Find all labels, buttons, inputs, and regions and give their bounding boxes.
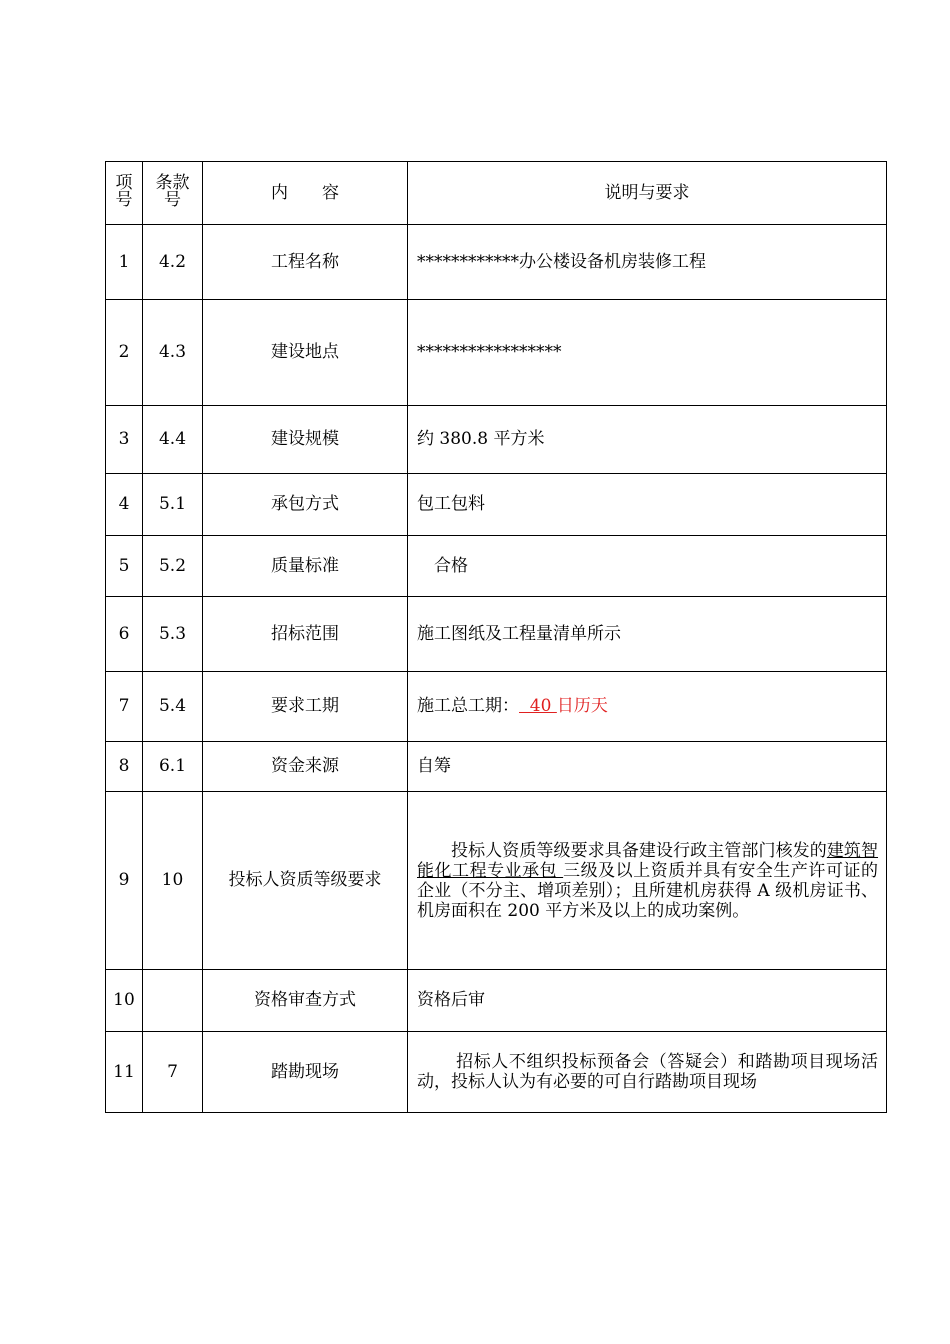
table-row [106, 970, 887, 1032]
row-content: 招标范围 [203, 597, 408, 672]
row-clause: 4.3 [143, 300, 203, 406]
row-content: 建设地点 [203, 300, 408, 406]
row-desc [408, 672, 887, 742]
qualification-underlined: 建筑智能化工程专业承包 [417, 840, 879, 881]
row-clause: 4.4 [143, 406, 203, 474]
row-content: 质量标准 [203, 536, 408, 597]
row-desc: 资格后审 [408, 970, 887, 1032]
row-no: 8 [106, 742, 143, 792]
table-row [106, 1032, 887, 1113]
row-content: 资格审查方式 [203, 970, 408, 1032]
row-clause: 5.4 [143, 672, 203, 742]
header-desc: 说明与要求 [408, 162, 887, 225]
table-row [106, 672, 887, 742]
table-row [106, 300, 887, 406]
row-no: 4 [106, 474, 143, 536]
header-content: 内 容 [203, 162, 408, 225]
row-no: 3 [106, 406, 143, 474]
table-row [106, 597, 887, 672]
row-desc: 自筹 [408, 742, 887, 792]
row-no: 1 [106, 225, 143, 300]
site-visit-paragraph: 招标人不组织投标预备会（答疑会）和踏勘项目现场活动，投标人认为有必要的可自行踏勘项目现场 [417, 1052, 878, 1092]
row-content: 要求工期 [203, 672, 408, 742]
row-content: 资金来源 [203, 742, 408, 792]
bid-info-table [105, 161, 887, 1113]
duration-unit: 日历天 [556, 696, 608, 716]
table-row [106, 406, 887, 474]
header-clause: 条款 号 [143, 162, 203, 225]
row-no: 2 [106, 300, 143, 406]
row-content: 踏勘现场 [203, 1032, 408, 1113]
table-row [106, 792, 887, 970]
row-desc [408, 792, 887, 970]
row-content: 建设规模 [203, 406, 408, 474]
header-row [106, 162, 887, 225]
row-desc: 约 380.8 平方米 [408, 406, 887, 474]
qualification-paragraph: 投标人资质等级要求具备建设行政主管部门核发的建筑智能化工程专业承包 三级及以上资质并具有安全生产许可证的企业（不分主、增项差别）；且所建机房获得 A 级机房证书、机房面积在 200 平方米及以上的成功案例。 [417, 840, 879, 921]
row-clause: 5.3 [143, 597, 203, 672]
row-no: 10 [106, 970, 143, 1032]
row-desc [408, 1032, 887, 1113]
row-clause: 6.1 [143, 742, 203, 792]
row-no: 6 [106, 597, 143, 672]
row-no: 9 [106, 792, 143, 970]
row-clause: 7 [143, 1032, 203, 1113]
table-row [106, 474, 887, 536]
header-no: 项 号 [106, 162, 143, 225]
table-row [106, 742, 887, 792]
row-content: 工程名称 [203, 225, 408, 300]
row-clause: 5.2 [143, 536, 203, 597]
duration-value: 40 [519, 696, 557, 716]
row-content: 承包方式 [203, 474, 408, 536]
row-desc: 包工包料 [408, 474, 887, 536]
table-row [106, 536, 887, 597]
row-content: 投标人资质等级要求 [203, 792, 408, 970]
row-clause: 10 [143, 792, 203, 970]
row-desc: ***************** [408, 300, 887, 406]
row-desc: ************办公楼设备机房装修工程 [408, 225, 887, 300]
table-row [106, 225, 887, 300]
row-no: 11 [106, 1032, 143, 1113]
row-no: 7 [106, 672, 143, 742]
row-clause [143, 970, 203, 1032]
row-no: 5 [106, 536, 143, 597]
row-clause: 5.1 [143, 474, 203, 536]
row-desc: 合格 [408, 536, 887, 597]
duration-label: 施工总工期： [417, 696, 519, 716]
row-clause: 4.2 [143, 225, 203, 300]
row-desc: 施工图纸及工程量清单所示 [408, 597, 887, 672]
